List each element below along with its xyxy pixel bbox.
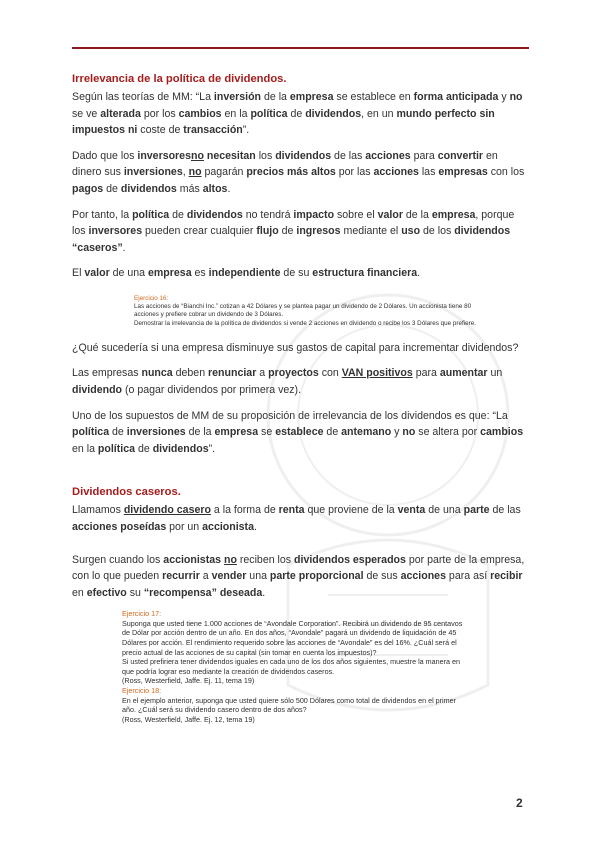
text-emphasis: cambios [178,107,222,120]
text-emphasis: mundo perfecto sin impuestos [72,107,495,137]
header-rule [72,47,529,49]
text-emphasis: dividendo [72,383,123,396]
text-emphasis: acciones [365,149,411,162]
text-emphasis: “recompensa” [143,586,217,599]
text-emphasis: empresa [148,267,192,280]
text-emphasis: dividendos esperados [294,553,406,566]
text-emphasis: proyectos [268,367,319,380]
text-emphasis: flujo [256,225,279,238]
text-emphasis: política [132,208,170,221]
text-emphasis: impacto [293,208,335,221]
text-emphasis: valor [377,208,403,221]
paragraph-dividendo-casero: Llamamos dividendo casero a la forma de renta que proviene de la venta de una parte de las acciones poseídas por un accionista. [72,504,521,533]
text-emphasis: no [402,426,416,439]
paragraph-por-tanto: Por tanto, la política de dividendos no tendrá impacto sobre el valor de la empresa, porque los inversores pueden crear cualquier flujo de ingresos mediante el uso de los dividendos “caseros”. [72,208,515,254]
text-emphasis: inversión [213,91,262,103]
text-emphasis: independiente [208,267,281,280]
paragraph-assumption: Uno de los supuestos de MM de su proposición de irrelevancia de los dividendos es que: “La política de inversiones de la empresa se establece de antemano y no se altera por cambios en la política de dividendos”. [72,409,524,455]
text-emphasis: empresa [431,208,476,221]
text-emphasis: política [250,107,288,120]
text-emphasis: parte [463,504,490,517]
text-emphasis: forma anticipada [413,91,499,103]
text-emphasis: ni [127,124,138,137]
text-emphasis: empresas [438,166,488,179]
paragraph-inversores: Dado que los inversoresno necesitan los dividendos de las acciones para convertir en dinero sus inversiones, no pagarán precios más altos por las acciones las empresas con los pagos de dividendos más altos. [72,149,525,195]
exercise-16-title: Ejercicio 16: [134,294,169,302]
text-emphasis: deseada [219,586,263,599]
text-emphasis: acciones [400,570,446,583]
text-emphasis: alterada [100,107,141,120]
text-emphasis: parte proporcional [269,570,364,583]
text-emphasis: acciones [373,166,419,179]
exercise-18-title: Ejercicio 18: [122,686,162,696]
text-emphasis: no [190,149,204,162]
text-emphasis: recibir [490,570,523,583]
text-emphasis: acciones poseídas [72,520,167,533]
paragraph-surgen: Surgen cuando los accionistas no reciben los dividendos esperados por parte de la empresa, con lo que pueden recurrir a vender una parte proporcional de sus acciones para así recibir en efectivo su “recompensa” deseada. [72,553,525,599]
paragraph-question: ¿Qué sucedería si una empresa disminuye sus gastos de capital para incrementar dividendos? [72,341,519,354]
text-emphasis: inversores [137,149,191,162]
text-emphasis: no [223,553,237,566]
section-title-dividendos-caseros: Dividendos caseros. [72,486,181,499]
exercise-17-reference: (Ross, Westerfield, Jaffe. Ej. 11, tema 19) [122,676,255,686]
paragraph-mm-theory: Según las teorías de MM: “La inversión de la empresa se establece en forma anticipada y no se ve alterada por los cambios en la política de dividendos, en un mundo perfecto sin impuestos ni coste de transacción”. [72,91,523,137]
text-emphasis: no [188,166,202,179]
text-emphasis: dividendos [152,442,209,455]
text-emphasis: uso [401,225,421,238]
text-emphasis: dividendos [305,107,362,120]
text-emphasis: ingresos [296,225,341,238]
page-content [72,71,529,724]
text-emphasis: renunciar [208,367,257,380]
text-emphasis: estructura financiera [312,267,418,280]
exercise-18-reference: (Ross, Westerfield, Jaffe. Ej. 12, tema 19) [122,714,255,724]
exercise-18-p1: En el ejemplo anterior, suponga que usted quiere sólo 500 Dólares como total de dividendos en el primer año. ¿Cuál será su dividendo casero dentro de dos años? [122,695,457,715]
text-emphasis: precios más altos [246,166,336,179]
exercise-16-line2: Demostrar la irrelevancia de la política de dividendos si vende 2 acciones en dividendo o recibe los 3 Dólares que prefiere. [134,319,476,327]
text-emphasis: no [509,91,523,103]
text-emphasis: venta [397,504,426,517]
text-emphasis: pagos [72,182,104,195]
section-title-irrelevancia: Irrelevancia de la política de dividendos. [72,73,287,85]
text-emphasis: altos [202,182,228,195]
text-emphasis: renta [278,504,305,517]
text-emphasis: dividendos [275,149,332,162]
text-emphasis: empresa [214,426,259,439]
text-emphasis: VAN positivos [341,367,413,380]
paragraph-valor-empresa: El valor de una empresa es independiente de su estructura financiera. [72,267,421,280]
text-emphasis: dividendos [186,208,243,221]
exercise-17-p1: Suponga que usted tiene 1.000 acciones de “Avondale Corporation”. Recibirá un dividendo de 95 centavos de Dólar por acción dentro de un año. En dos años, “Avondale” pagará un dividendo de liquidación de 45 Dólares por acción. El rendimiento requerido sobre las acciones de “Avondale” es del 16%. ¿Cuál será el precio actual de las acciones de su capital (sin tomar en cuenta los impuestos)? [122,618,463,657]
text-emphasis: política [97,442,136,455]
text-emphasis: dividendo casero [123,504,211,517]
text-emphasis: vender [211,570,247,583]
text-emphasis: aumentar [439,367,488,380]
text-emphasis: antemano [341,426,392,439]
text-emphasis: dividendos [120,182,177,195]
text-emphasis: empresa [289,91,334,103]
exercise-16-line1: Las acciones de “Bianchi Inc.” cotizan a 42 Dólares y se plantea pagar un dividendo de 2 Dólares. Un accionista tiene 80 acciones y prefiere cobrar un dividendo de 3 Dólares. [134,303,472,319]
text-emphasis: accionista [202,520,254,533]
text-emphasis: nunca [141,367,173,380]
page-number: 2 [516,796,523,810]
text-emphasis: recurrir [162,570,200,583]
text-emphasis: valor [84,267,110,280]
text-emphasis: establece [275,426,324,439]
text-emphasis: inversiones [123,166,183,179]
exercise-16-box [134,295,479,328]
text-emphasis: inversores [88,225,143,238]
paragraph-answer: Las empresas nunca deben renunciar a proyectos con VAN positivos para aumentar un dividendo (o pagar dividendos por primera vez). [72,367,503,396]
text-emphasis: inversiones [126,426,186,439]
text-emphasis: efectivo [86,586,127,599]
text-emphasis: necesitan [206,149,256,162]
exercise-17-box [122,609,467,724]
text-emphasis: transacción [183,124,243,137]
text-emphasis: dividendos “caseros” [72,225,511,254]
text-emphasis: convertir [437,149,484,162]
exercise-17-title: Ejercicio 17: [122,609,162,619]
text-emphasis: política [72,426,110,439]
text-emphasis: accionistas [163,553,222,566]
text-emphasis: cambios [480,426,524,439]
exercise-17-p2: Si usted prefiriera tener dividendos iguales en cada uno de los dos años siguientes, muestre la manera en que podría lograr eso mediante la creación de dividendos caseros. [122,657,461,676]
